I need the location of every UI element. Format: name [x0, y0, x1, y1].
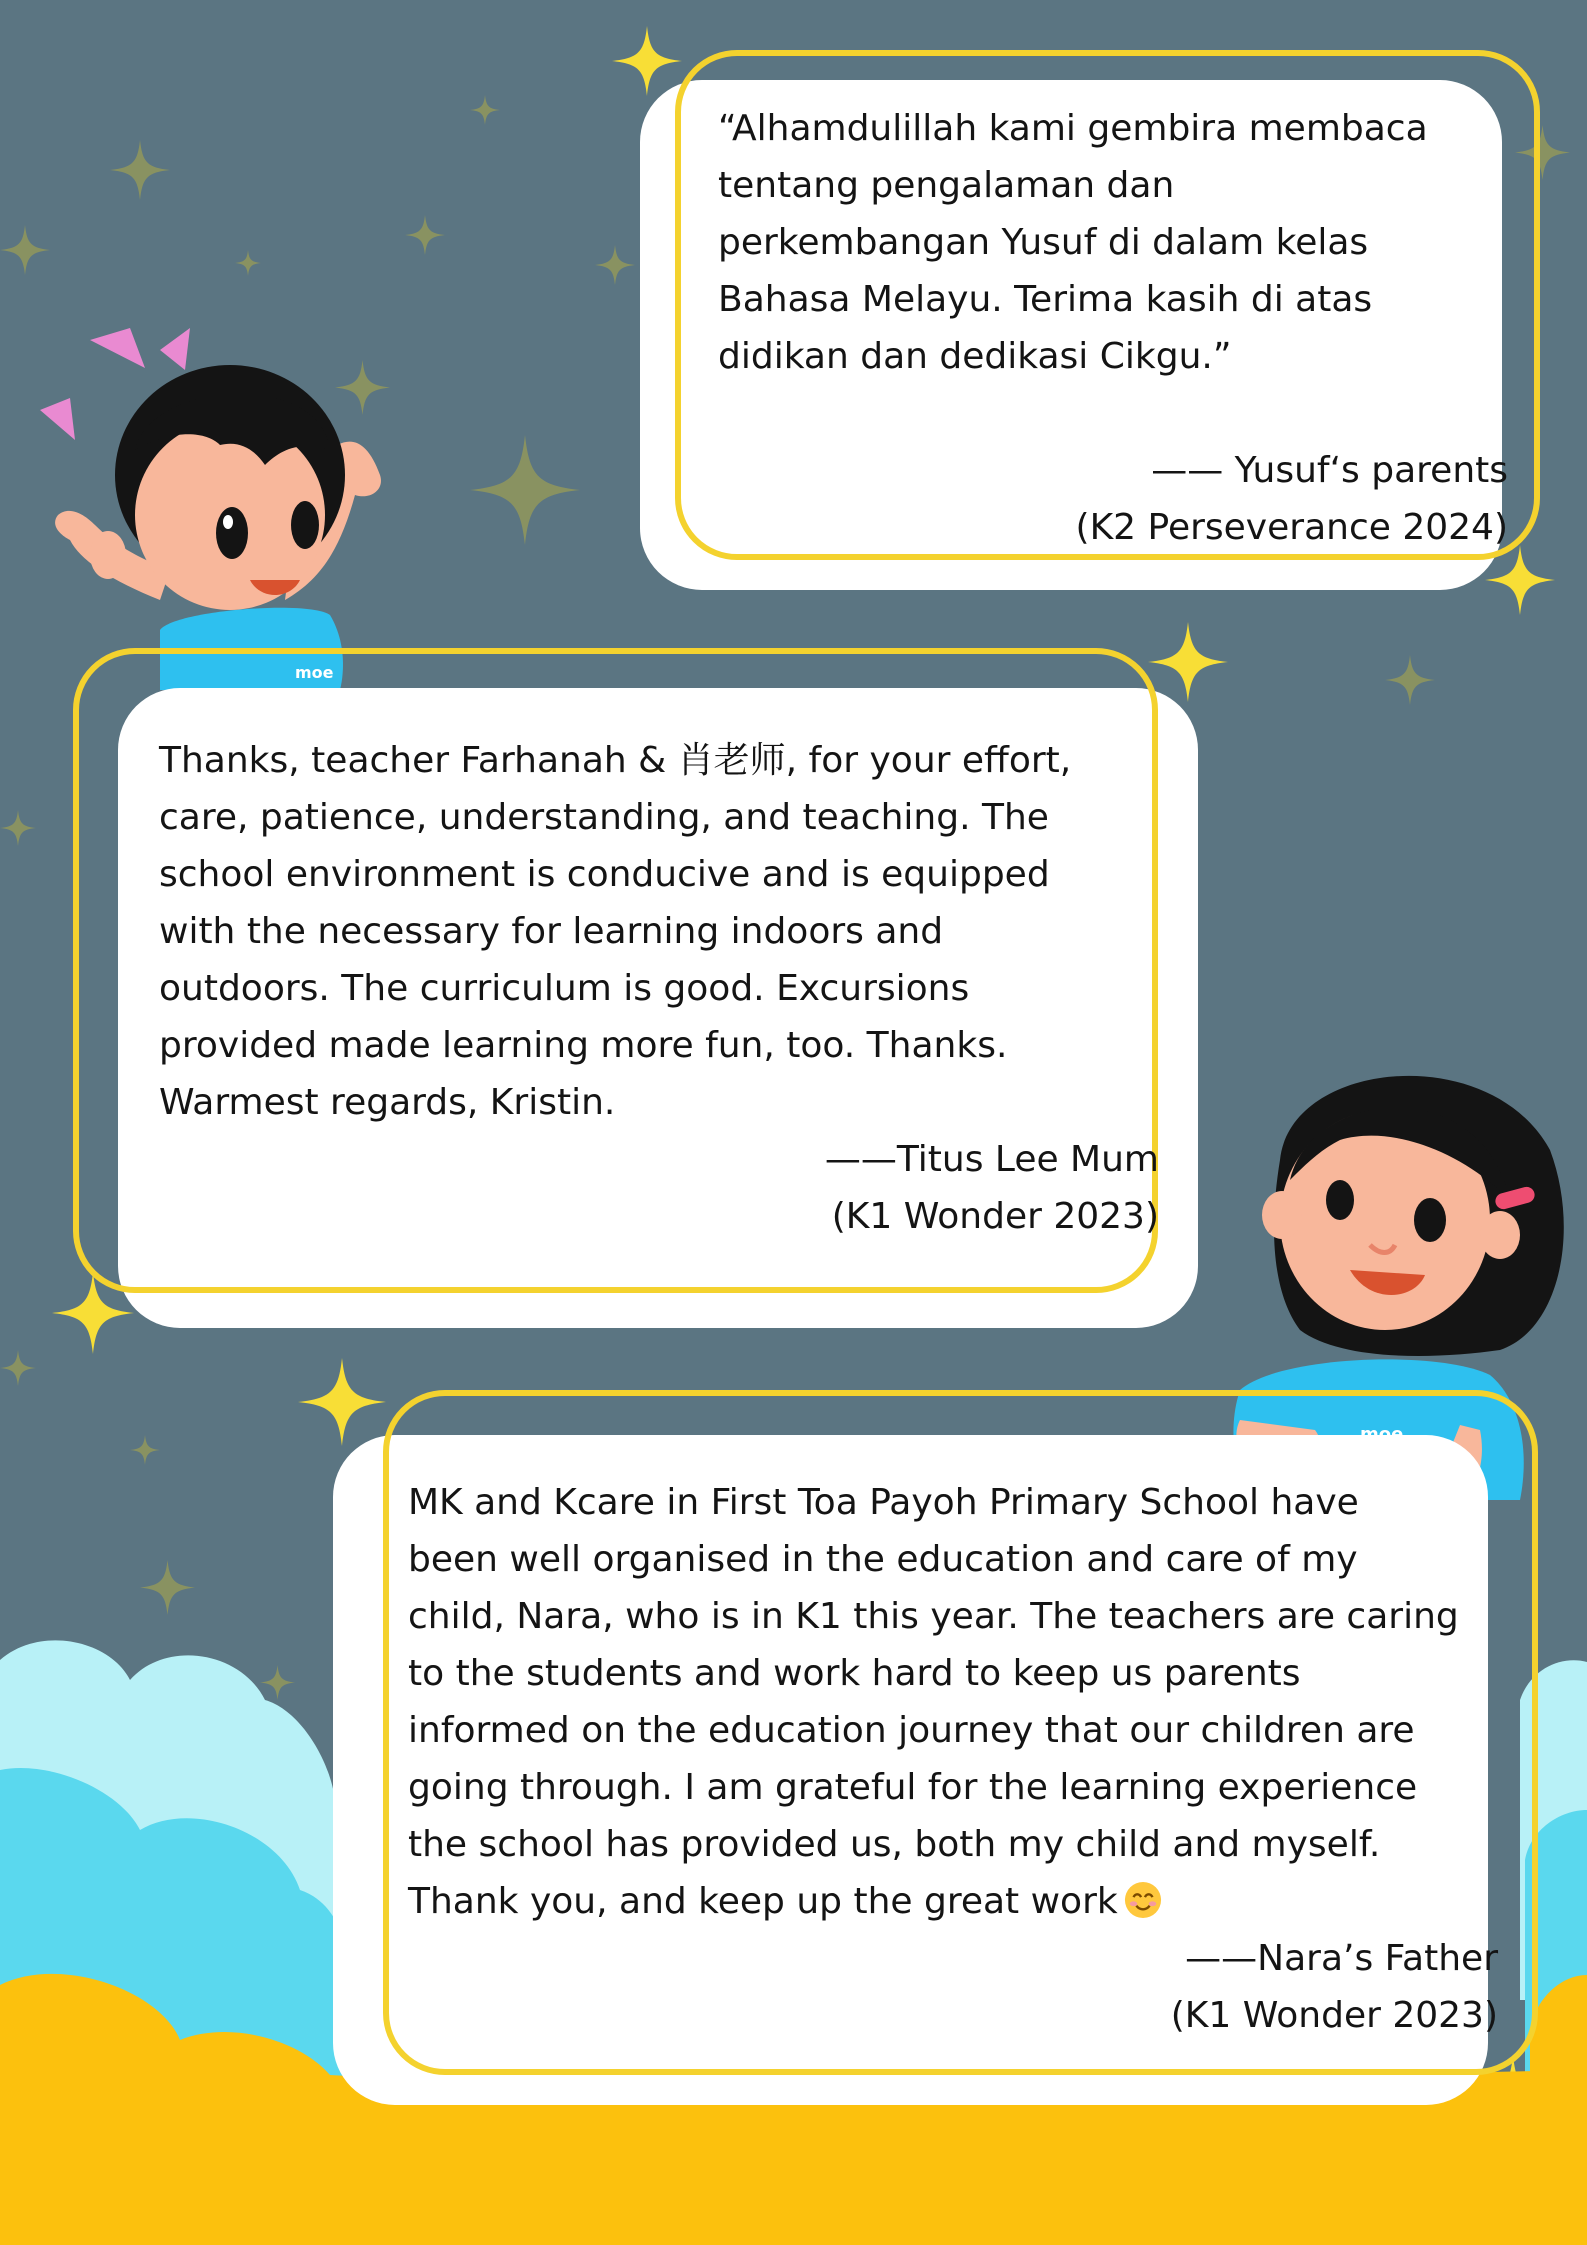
- testimonial-signature: [718, 442, 1508, 556]
- girl-with-bows-illustration: [0, 300, 420, 700]
- testimonial-class: (K1 Wonder 2023): [831, 1196, 1159, 1237]
- testimonial-quote: Thanks, teacher Farhanah & 肖老师, for your effort, care, patience, understanding, and teaching. The school environment is conducive and is equipped with the necessary for learning indoors and outdoors. The curriculum is good. Excursions provided made learning more fun, too. Thanks. Warmest regards, Kristin.: [159, 740, 1072, 1123]
- testimonial-author: ——Nara’s Father: [1185, 1938, 1498, 1979]
- testimonial-author: —— Yusuf‘s parents: [1151, 450, 1508, 491]
- testimonial-card: [640, 50, 1540, 600]
- testimonial-class: (K2 Perseverance 2024): [1075, 507, 1508, 548]
- uniform-logo: moe: [295, 663, 334, 682]
- testimonial-quote: “Alhamdulillah kami gembira membaca tentang pengalaman dan perkembangan Yusuf di dalam kelas Bahasa Melayu. Terima kasih di atas didikan dan dedikasi Cikgu.”: [718, 108, 1428, 377]
- testimonial-signature: [159, 1131, 1159, 1245]
- testimonial-card: [333, 1390, 1538, 2115]
- testimonial-class: (K1 Wonder 2023): [1170, 1995, 1498, 2036]
- testimonial-signature: [408, 1930, 1498, 2044]
- smiling-face-emoji-icon: [1124, 1881, 1162, 1919]
- testimonial-quote: MK and Kcare in First Toa Payoh Primary School have been well organised in the education and care of my child, Nara, who is in K1 this year. The teachers are caring to the students and work hard to keep us parents informed on the education journey that our children are going through. I am grateful for the learning experience the school has provided us, both my child and myself. Thank you, and keep up the great work: [408, 1482, 1459, 1922]
- testimonial-author: ——Titus Lee Mum: [824, 1139, 1159, 1180]
- testimonial-card: [73, 648, 1203, 1338]
